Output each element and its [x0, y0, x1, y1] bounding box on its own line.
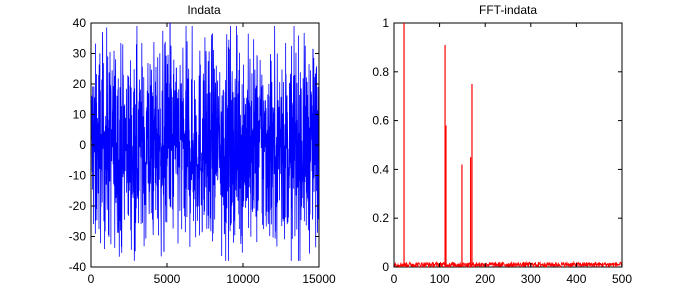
- y-tick-label: 0.6: [372, 113, 389, 128]
- plot-indata: [69, 3, 336, 286]
- y-tick-label: -40: [68, 260, 86, 274]
- y-tick-label: -20: [68, 199, 86, 213]
- x-tick-label: 0: [87, 272, 95, 286]
- y-tick-label: 10: [72, 107, 86, 122]
- x-tick-label: 400: [566, 272, 587, 286]
- x-tick-label: 10000: [226, 272, 260, 286]
- x-tick-label: 200: [475, 272, 496, 286]
- x-tick-label: 15000: [302, 272, 336, 286]
- x-tick-label: 5000: [153, 272, 181, 286]
- chart-title-indata: Indata: [187, 3, 221, 17]
- y-tick-label: -10: [68, 168, 86, 183]
- y-tick-label: 20: [72, 77, 86, 91]
- y-tick-label: 0: [382, 260, 389, 274]
- axes-box-fft-indata: [394, 23, 622, 267]
- y-tick-label: 40: [72, 16, 86, 30]
- y-tick-label: 0.8: [372, 64, 389, 79]
- y-tick-label: 1: [382, 16, 389, 30]
- chart-title-fft-indata: FFT-indata: [478, 3, 538, 17]
- plot-fft-indata: [372, 3, 632, 286]
- y-tick-label: 0.4: [372, 162, 389, 177]
- y-tick-label: 30: [72, 46, 86, 61]
- y-tick-label: -30: [68, 229, 86, 244]
- y-tick-label: 0: [79, 138, 86, 152]
- x-tick-label: 500: [611, 272, 633, 286]
- x-tick-label: 0: [390, 272, 398, 286]
- x-tick-label: 300: [520, 272, 541, 286]
- x-tick-label: 100: [429, 272, 450, 286]
- y-tick-label: 0.2: [372, 211, 389, 226]
